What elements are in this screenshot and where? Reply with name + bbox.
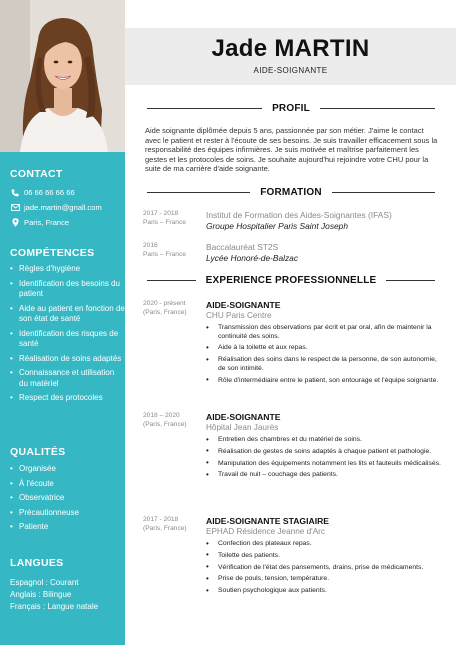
competence-item: • Connaissance et utilisation du matériel xyxy=(10,368,125,389)
entry-date-years: 2017 - 2018 xyxy=(143,516,179,523)
job-title: AIDE-SOIGNANTE STAGIAIRE xyxy=(206,516,330,526)
competence-item: • Identification des risques de santé xyxy=(10,329,125,350)
entry-date-place: (Paris, France) xyxy=(143,420,187,428)
task-item: • Vérification de l'état des pansements, drains, prise de médicaments. xyxy=(206,564,441,573)
profil-heading xyxy=(147,101,435,115)
email-row xyxy=(0,200,125,215)
qualite-item: • Précautionneuse xyxy=(10,508,125,519)
entry-body xyxy=(206,412,441,483)
profil-title: PROFIL xyxy=(272,102,310,114)
langue-item: Espagnol : Courant xyxy=(10,578,79,587)
school-name: Baccalauréat ST2S xyxy=(206,242,279,252)
school-detail: Groupe Hospitalier Paris Saint Joseph xyxy=(206,220,348,231)
location-text: Paris, France xyxy=(24,218,70,227)
task-item: • Entretien des chambres et du matériel de soins. xyxy=(206,436,441,445)
location-row xyxy=(0,215,125,230)
experience-title: EXPERIENCE PROFESSIONNELLE xyxy=(205,274,377,286)
task-item: • Rôle d'intermédiaire entre le patient, son entourage et l'équipe soignante. xyxy=(206,377,441,386)
entry-date xyxy=(143,242,205,259)
entry-date-years: 2020 - présent xyxy=(143,300,186,307)
langue-item: Français : Langue natale xyxy=(10,602,99,611)
task-item: • Manipulation des équipements notamment les lits et fauteuils médicalisés. xyxy=(206,460,441,469)
task-item: • Aide à la toilette et aux repas. xyxy=(206,344,441,353)
location-pin-icon xyxy=(10,218,20,228)
phone-icon xyxy=(10,188,20,198)
job-title: AIDE-SOIGNANTE xyxy=(206,412,281,422)
qualite-item: • Observatrice xyxy=(10,493,125,504)
entry-date-place: (Paris, France) xyxy=(143,524,187,532)
phone-row xyxy=(0,185,125,200)
competence-item: • Identification des besoins du patient xyxy=(10,279,125,300)
task-item: • Prise de pouls, tension, température. xyxy=(206,575,441,584)
formation-heading xyxy=(147,185,435,199)
qualite-item: • Patiente xyxy=(10,522,125,533)
entry-date-years: 2017 - 2018 xyxy=(143,210,179,217)
entry-body xyxy=(206,516,441,599)
formation-title: FORMATION xyxy=(260,186,322,198)
entry-body xyxy=(206,210,441,231)
portrait-photo-icon xyxy=(0,0,125,152)
langues-section xyxy=(0,557,125,613)
sidebar xyxy=(0,0,125,645)
mail-icon xyxy=(10,203,20,213)
task-item: • Soutien psychologique aux patients. xyxy=(206,587,441,596)
school-name: Institut de Formation des Aides-Soignantes (IFAS) xyxy=(206,210,392,220)
qualite-item: • À l'écoute xyxy=(10,479,125,490)
qualites-section xyxy=(0,446,125,537)
employer: EPHAD Résidence Jeanne d'Arc xyxy=(206,526,325,536)
competences-title: COMPÉTENCES xyxy=(10,247,95,259)
phone-text[interactable]: 06 66 66 66 66 xyxy=(24,188,75,197)
entry-date-years: 2016 xyxy=(143,242,158,249)
candidate-job-title: AIDE-SOIGNANTE xyxy=(253,66,328,75)
competence-item: • Réalisation de soins adaptés xyxy=(10,354,125,365)
entry-date-years: 2018 – 2020 xyxy=(143,412,180,419)
school-detail: Lycée Honoré-de-Balzac xyxy=(206,252,299,263)
divider xyxy=(147,192,250,193)
entry-date xyxy=(143,412,205,429)
divider xyxy=(332,192,435,193)
langues-title: LANGUES xyxy=(10,557,64,569)
header-band xyxy=(125,28,456,85)
experience-heading xyxy=(147,273,435,287)
task-item: • Réalisation des soins dans le respect de la personne, de son autonomie, de son intimité. xyxy=(206,356,441,373)
competence-item: • Règles d'hygiène xyxy=(10,264,125,275)
task-item: • Réalisation de gestes de soins adaptés à chaque patient et pathologie. xyxy=(206,448,441,457)
candidate-name: Jade MARTIN xyxy=(211,35,370,62)
task-item: • Confection des plateaux repas. xyxy=(206,540,441,549)
employer: CHU Paris Centre xyxy=(206,310,272,320)
divider xyxy=(147,280,196,281)
competences-section xyxy=(0,247,125,408)
task-item: • Toilette des patients. xyxy=(206,552,441,561)
task-item: • Transmission des observations par écrit et par oral, afin de maintenir la continuité des soins. xyxy=(206,324,441,341)
entry-date xyxy=(143,300,205,317)
langue-item: Anglais : Bilingue xyxy=(10,590,72,599)
competence-item: • Respect des protocoles xyxy=(10,393,125,404)
contact-section xyxy=(0,168,125,230)
qualite-item: • Organisée xyxy=(10,464,125,475)
email-text[interactable]: jade.martin@gnall.com xyxy=(24,203,102,212)
divider xyxy=(386,280,435,281)
contact-title: CONTACT xyxy=(10,168,63,180)
entry-date xyxy=(143,516,205,533)
entry-date xyxy=(143,210,205,227)
profil-text: Aide soignante diplômée depuis 5 ans, passionnée par son métier. J'aime le contact avec le patient et rester à l'écoute de ses besoins. Je suis travailler efficacement sous la responsabilité des équipes infirmières. Je suis motivée et maîtrise parfaitement les gestes et les protocoles de soins. Je souhaite aujourd'hui rejoindre votre CHU pour la suite de ma carrière d'aide soignante. xyxy=(145,126,438,174)
profile-photo xyxy=(0,0,125,152)
competence-item: • Aide au patient en fonction de son état de santé xyxy=(10,304,125,325)
qualites-title: QUALITÉS xyxy=(10,446,66,458)
task-item: • Travail de nuit – couchage des patients. xyxy=(206,471,441,480)
entry-body xyxy=(206,242,441,263)
divider xyxy=(147,108,262,109)
main-content xyxy=(125,0,456,645)
entry-date-place: (Paris, France) xyxy=(143,308,187,316)
entry-date-place: Paris – France xyxy=(143,218,186,226)
job-title: AIDE-SOIGNANTE xyxy=(206,300,281,310)
divider xyxy=(320,108,435,109)
entry-body xyxy=(206,300,441,388)
entry-date-place: Paris – France xyxy=(143,250,186,258)
employer: Hôpital Jean Jaurès xyxy=(206,422,279,432)
